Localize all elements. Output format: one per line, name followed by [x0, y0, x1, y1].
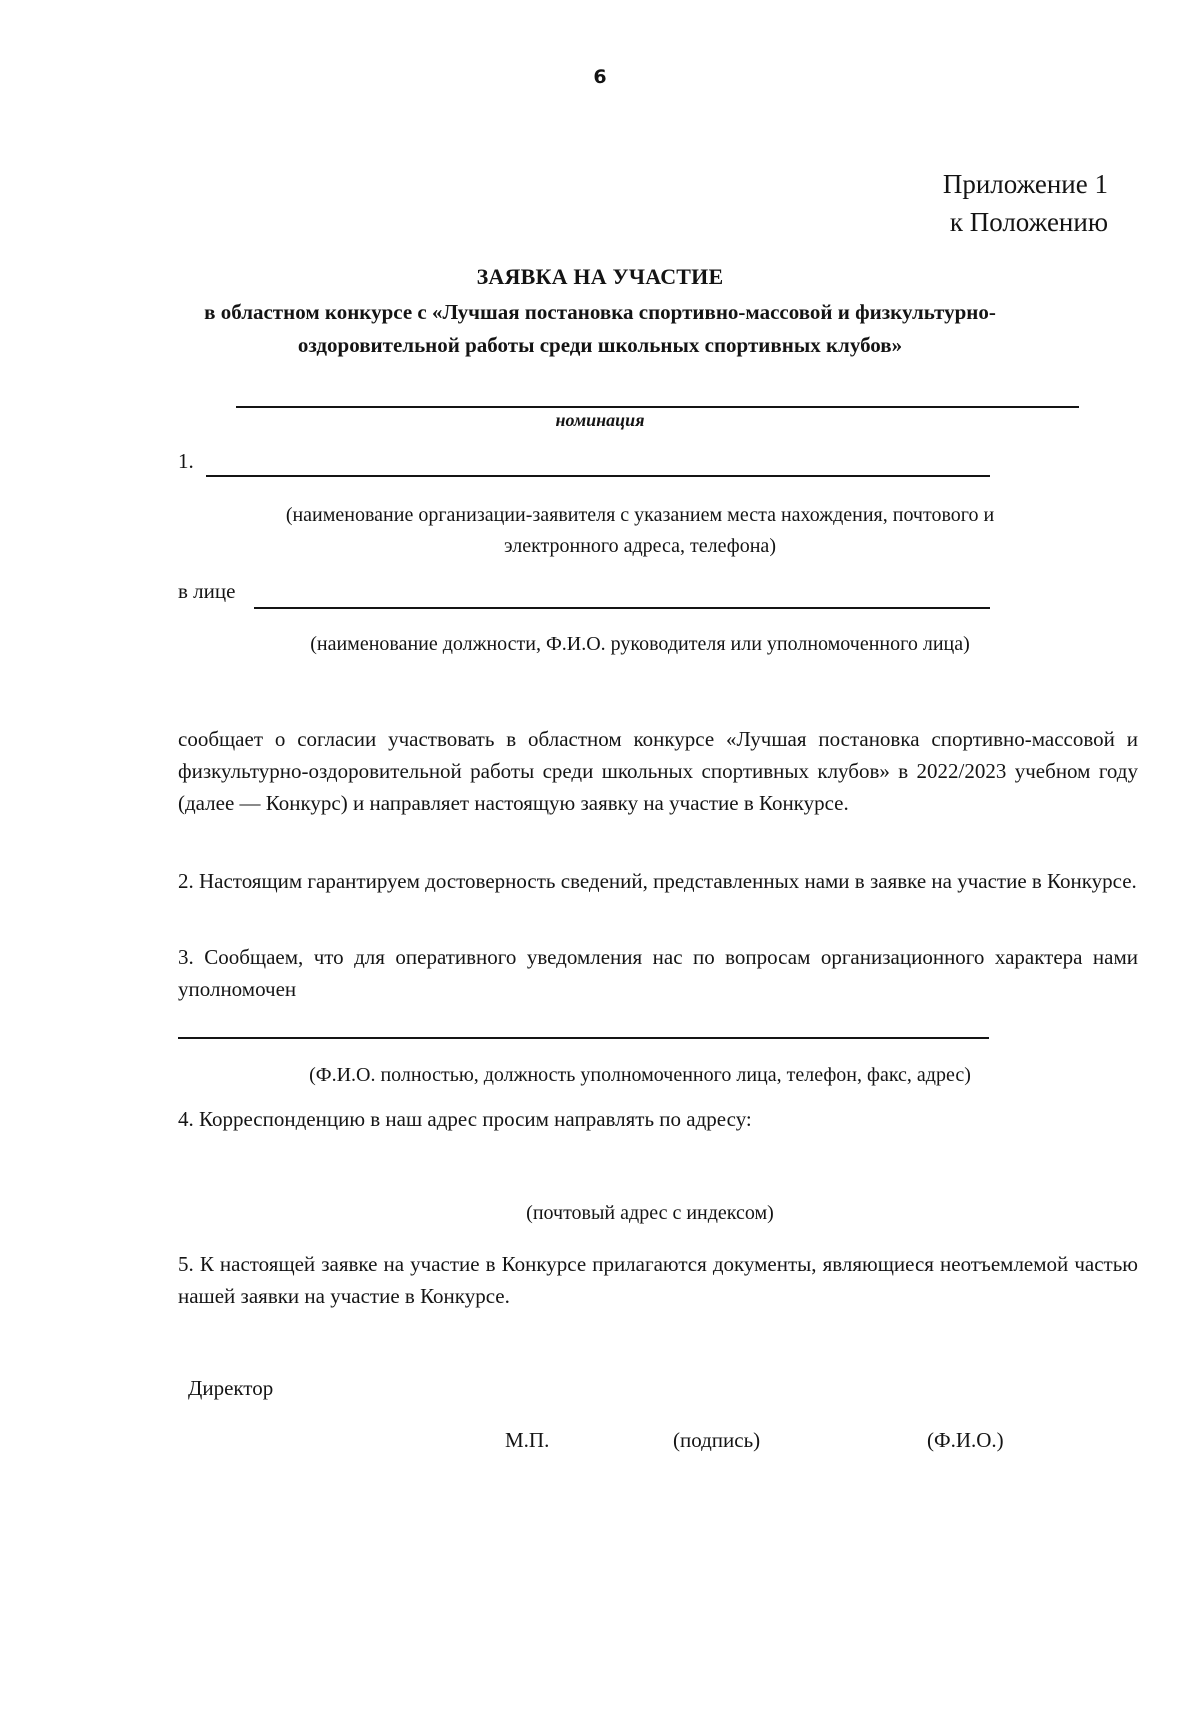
organization-caption-line-1: (наименование организации-заявителя с указанием места нахождения, почтового и [285, 504, 995, 526]
appendix-label: Приложение 1 [942, 169, 1108, 199]
paragraph-4: 4. Корреспонденцию в наш адрес просим направлять по адресу: [178, 1107, 752, 1131]
subtitle-line-2: оздоровительной работы среди школьных спортивных клубов» [297, 333, 903, 357]
contact-caption: (Ф.И.О. полностью, должность уполномоченного лица, телефон, факс, адрес) [309, 1064, 971, 1086]
representative-blank-line [254, 607, 990, 609]
contact-blank-line [178, 1037, 989, 1039]
nomination-caption: номинация [555, 410, 645, 430]
signature-label: (подпись) [673, 1428, 761, 1452]
organization-caption [180, 500, 1100, 562]
document-title: ЗАЯВКА НА УЧАСТИЕ [476, 264, 724, 289]
signature-role: Директор [188, 1376, 274, 1400]
consent-paragraph: сообщает о согласии участвовать в областном конкурсе «Лучшая постановка спортивно-массовой и физкультурно-оздоровительной работы среди школьных спортивных клубов» в 2022/2023 учебном году (далее — Конкурс) и направляет настоящую заявку на участие в Конкурсе. [178, 727, 1138, 815]
paragraph-3: 3. Сообщаем, что для оперативного уведомления нас по вопросам организационного характера нами уполномочен [178, 945, 1138, 1001]
in-person-label: в лице [178, 579, 236, 603]
paragraph-5: 5. К настоящей заявке на участие в Конкурсе прилагаются документы, являющиеся неотъемлемой частью нашей заявки на участие в Конкурсе. [178, 1252, 1138, 1308]
nomination-blank-line [236, 406, 1079, 408]
representative-caption: (наименование должности, Ф.И.О. руководителя или уполномоченного лица) [310, 633, 970, 655]
organization-caption-line-2: электронного адреса, телефона) [504, 535, 776, 557]
item-1-number: 1. [178, 449, 194, 473]
paragraph-2: 2. Настоящим гарантируем достоверность сведений, представленных нами в заявке на участие в Конкурсе. [178, 869, 1137, 893]
document-subtitle [150, 296, 1050, 362]
stamp-label: М.П. [505, 1428, 550, 1452]
subtitle-line-1: в областном конкурсе с «Лучшая постановка спортивно-массовой и физкультурно- [204, 300, 996, 324]
postal-caption: (почтовый адрес с индексом) [526, 1202, 774, 1224]
organization-blank-line [206, 475, 990, 477]
appendix-reference: к Положению [949, 207, 1108, 237]
full-name-label: (Ф.И.О.) [927, 1428, 1004, 1452]
page-number: 6 [593, 66, 607, 88]
